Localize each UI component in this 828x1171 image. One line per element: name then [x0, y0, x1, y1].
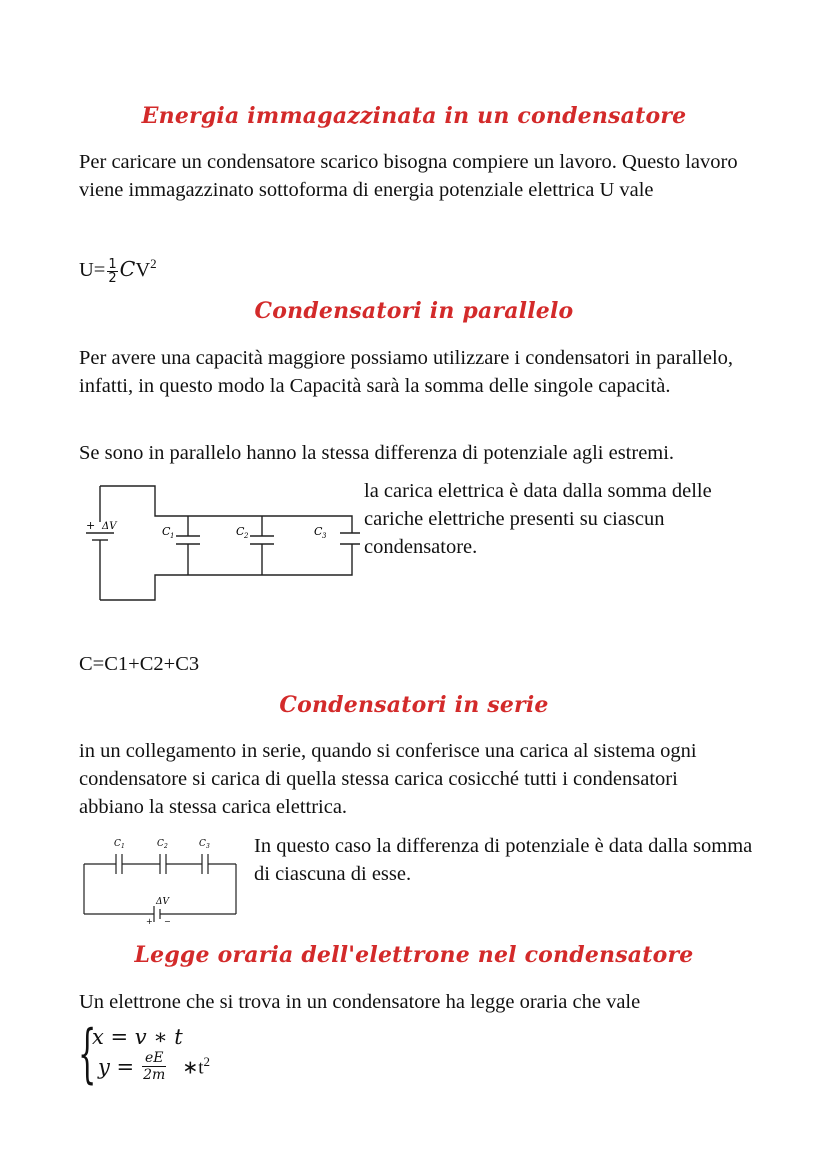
series-delta-v-label: ΔV — [156, 897, 169, 907]
series-plus-label: + — [146, 917, 153, 924]
c3-sub: 3 — [322, 532, 327, 540]
paragraph-parallel-side: la carica elettrica è data dalla somma delle cariche elettriche presenti su ciascun condensatore. — [364, 480, 712, 558]
fraction-half: $\frac{1}{2}$ — [108, 256, 117, 286]
heading-electron: Legge oraria dell'elettrone nel condensatore — [134, 942, 694, 968]
c2-sub: 2 — [244, 532, 249, 540]
equation-x: x = v ∗ t — [92, 1025, 183, 1049]
series-c2-label: C — [157, 839, 164, 849]
series-minus-label: − — [164, 917, 171, 924]
equation-y-rhs: $∗t^2$ — [182, 1053, 211, 1079]
parallel-circuit-diagram — [80, 478, 360, 606]
series-c3-label: C — [199, 839, 206, 849]
plus-label: + — [86, 519, 96, 532]
heading-parallel: Condensatori in parallelo — [254, 298, 574, 324]
series-c3-sub: 3 — [206, 843, 210, 850]
paragraph-energy: Per caricare un condensatore scarico bisogna compiere un lavoro. Questo lavoro viene immagazzinato sottoforma di energia potenziale elettrica U vale — [79, 151, 738, 201]
c1-sub: 1 — [170, 532, 175, 540]
paragraph-parallel-1: Per avere una capacità maggiore possiamo utilizzare i condensatori in parallelo, infatti, in questo modo la Capacità sarà la somma delle singole capacità. — [79, 347, 734, 397]
equation-y-fraction: $\frac{eE}{2m}$ — [143, 1050, 166, 1083]
paragraph-series-side: In questo caso la differenza di potenziale è data dalla somma di ciascuna di esse. — [254, 835, 753, 885]
c3-label: C — [314, 525, 323, 538]
paragraph-parallel-2: Se sono in parallelo hanno la stessa differenza di potenziale agli estremi. — [79, 442, 675, 464]
c2-label: C — [236, 525, 245, 538]
paragraph-series: in un collegamento in serie, quando si conferisce una carica al sistema ogni condensatore si carica di quella stessa carica cosicché tutti i condensatori abbiano la stessa carica elettrica. — [79, 740, 697, 818]
formula-parallel: C=C1+C2+C3 — [79, 653, 200, 675]
paragraph-electron: Un elettrone che si trova in un condensatore ha legge oraria che vale — [79, 991, 641, 1013]
series-c2-sub: 2 — [164, 843, 168, 850]
heading-series: Condensatori in serie — [279, 692, 549, 718]
equation-y — [92, 1050, 210, 1083]
series-c1-sub: 1 — [121, 843, 125, 850]
system-brace: { — [78, 1017, 97, 1091]
c1-label: C — [162, 525, 171, 538]
heading-energy: Energia immagazzinata in un condensatore — [141, 103, 687, 129]
formula-lhs: U= — [79, 258, 106, 281]
equation-y-lhs: y = — [98, 1054, 135, 1079]
delta-v-label: ΔV — [102, 521, 117, 532]
series-circuit-diagram — [80, 832, 242, 924]
voltage-symbol: V — [135, 258, 151, 281]
formula-energy — [79, 250, 157, 285]
capacitance-symbol: C — [119, 256, 136, 281]
exponent: 2 — [150, 256, 157, 271]
series-c1-label: C — [114, 839, 121, 849]
